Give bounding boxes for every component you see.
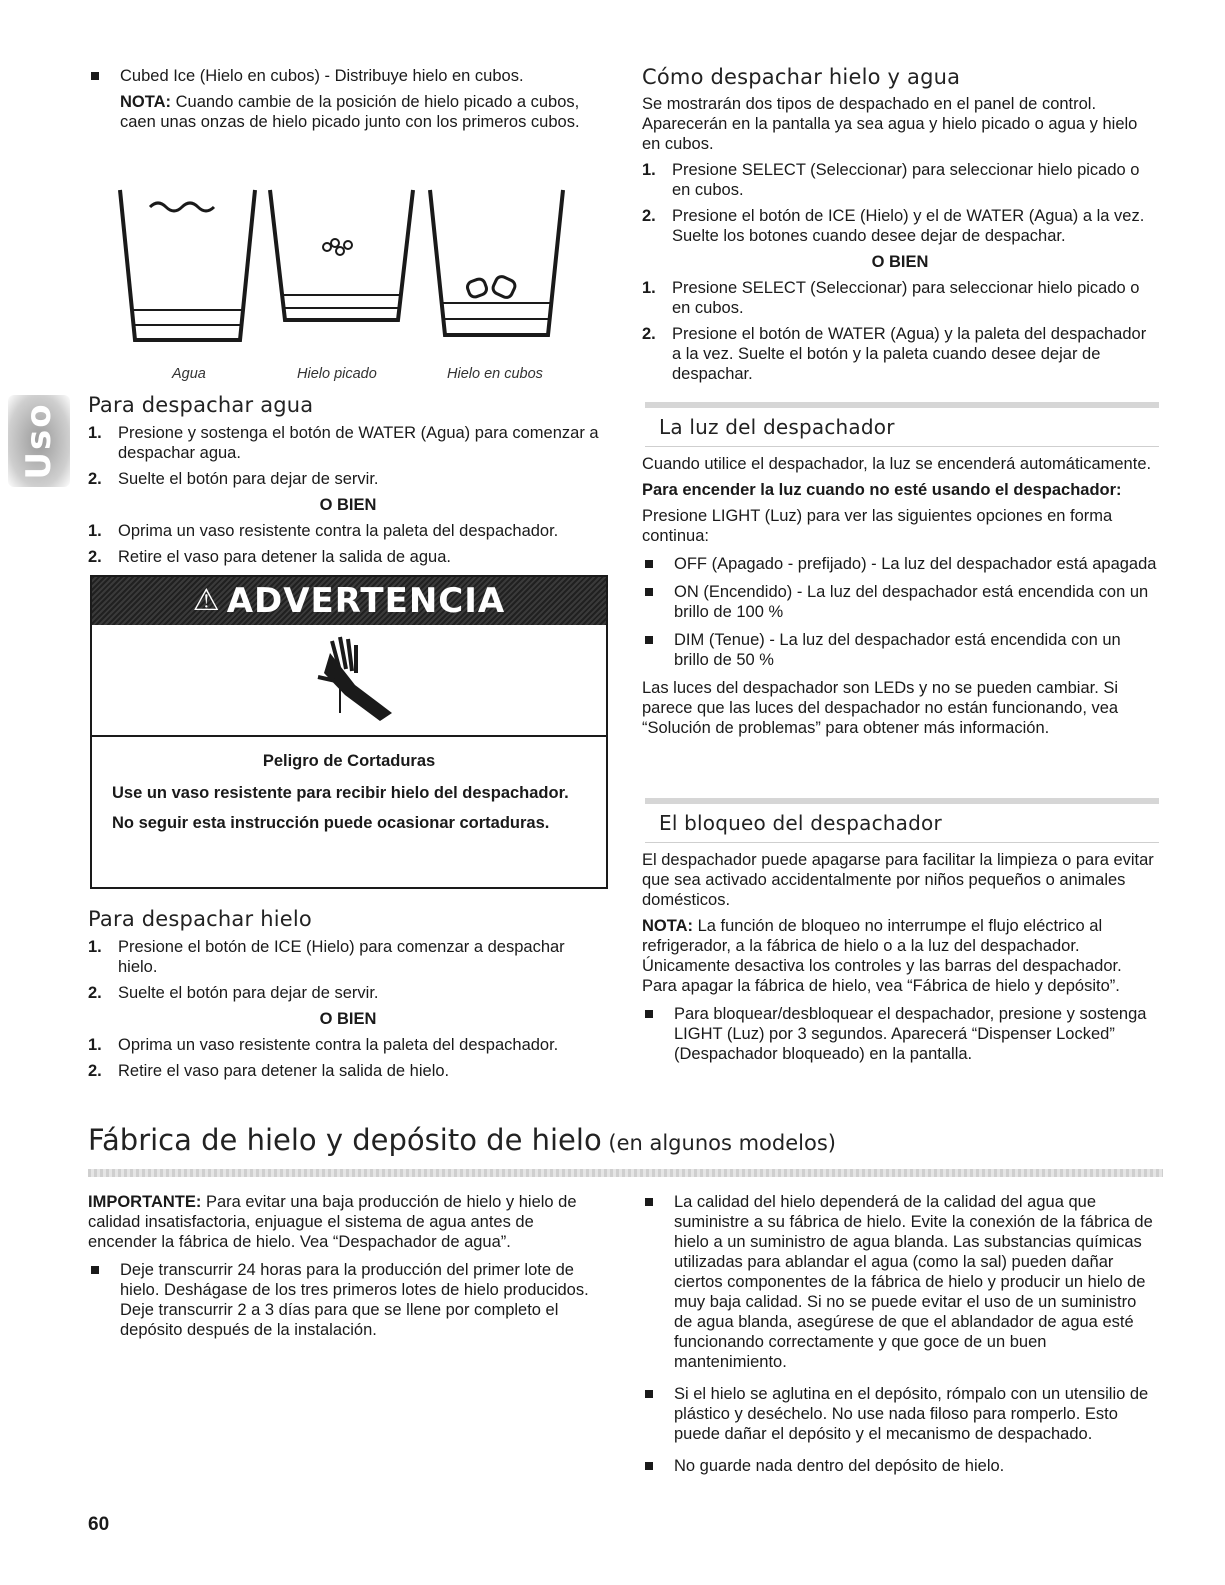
ice-alt-step-2: 2. Retire el vaso para detener la salida de hielo. (88, 1062, 450, 1080)
fabrica-right-bullet-2: Si el hielo se aglutina en el depósito, rómpalo con un utensilio de plástico y deséchelo. No use nada filoso para romperlo. Esto puede dañar el depósito y el mecanismo de despachado. (642, 1384, 1158, 1444)
warning-line-1: Use un vaso resistente para recibir hielo del despachador. (112, 784, 569, 802)
warning-box (90, 575, 608, 889)
side-tab-uso (8, 395, 70, 487)
como-alt-step-2: 2. Presione el botón de WATER (Agua) y la paleta del despachador a la vez. Suelte el botón y la paleta cuando desee dejar de despachar. (642, 325, 1147, 383)
luz-section-title: La luz del despachador (659, 415, 895, 439)
como-step-2: 2. Presione el botón de ICE (Hielo) y el de WATER (Agua) a la vez. Suelte los botones cuando desee dejar de despachar. (642, 207, 1145, 245)
glass-crushed-icon (270, 190, 413, 320)
bloqueo-section-title: El bloqueo del despachador (659, 811, 942, 835)
glass-cubes-icon (430, 190, 563, 335)
warning-banner-text: ADVERTENCIA (226, 581, 506, 621)
ice-alt-step-1: 1. Oprima un vaso resistente contra la paleta del despachador. (88, 1036, 559, 1054)
luz-option-dim: DIM (Tenue) - La luz del despachador está encendida con un brillo de 50 % (642, 630, 1158, 670)
caption-hielo-picado: Hielo picado (297, 366, 377, 382)
como-step-1: 1. Presione SELECT (Seleccionar) para seleccionar hielo picado o en cubos. (642, 161, 1140, 199)
warning-title: Peligro de Cortaduras (262, 752, 436, 770)
cubed-ice-bullet: Cubed Ice (Hielo en cubos) - Distribuye hielo en cubos. (88, 66, 608, 86)
luz-press: Presione LIGHT (Luz) para ver las siguientes opciones en forma continua: (642, 507, 1113, 545)
side-tab-label: Uso (19, 402, 59, 480)
ice-step-2: 2. Suelte el botón para dejar de servir. (88, 984, 379, 1002)
luz-intro: Cuando utilice el despachador, la luz se encenderá automáticamente. (642, 455, 1152, 473)
water-step-1: 1. Presione y sostenga el botón de WATER (Agua) para comenzar a despachar agua. (88, 424, 599, 462)
bloqueo-nota: NOTA: La función de bloqueo no interrumpe el flujo eléctrico al refrigerador, a la fábrica de hielo o a la luz del despachador. Únicamente desactiva los controles y las barras del despachador. Para apagar la fábrica de hielo, vea “Fábrica de hielo y depósito”. (642, 917, 1122, 995)
warning-triangle-icon: ⚠ (192, 583, 221, 618)
como-section-title: Cómo despachar hielo y agua (642, 65, 961, 89)
fabrica-right-bullet-1: La calidad del hielo dependerá de la calidad del agua que suministre a su fábrica de hielo. Evite la conexión de la fábrica de hielo a un suministro de agua blanda. Las substancias químicas utilizadas para ablandar el agua (como la sal) pueden dañar ciertos componentes de la fábrica de hielo y producir un hielo de muy baja calidad. Si no se puede evitar el uso de un suministro de agua blanda, asegúrese de que el ablandador de agua esté funcionando correctamente y que goce de un buen mantenimiento. (642, 1192, 1158, 1372)
ice-section-title: Para despachar hielo (88, 907, 312, 931)
caption-agua: Agua (172, 366, 206, 382)
bloqueo-bullet: Para bloquear/desbloquear el despachador, presione y sostenga LIGHT (Luz) por 3 segundos. Aparecerá “Dispenser Locked” (Despachador bloqueado) en la pantalla. (642, 1004, 1158, 1064)
luz-bold-heading: Para encender la luz cuando no esté usando el despachador: (642, 481, 1122, 499)
glass-water-icon (120, 190, 255, 340)
bloqueo-section-header (645, 798, 1159, 843)
water-step-2: 2. Suelte el botón para dejar de servir. (88, 470, 379, 488)
cut-hand-icon (310, 633, 400, 723)
luz-option-off: OFF (Apagado - prefijado) - La luz del despachador está apagada (642, 554, 1158, 574)
nota-cubes: NOTA: Cuando cambie de la posición de hielo picado a cubos, caen unas onzas de hielo picado junto con los primeros cubos. (120, 93, 580, 131)
bloqueo-intro: El despachador puede apagarse para facilitar la limpieza o para evitar que sea activado accidentalmente por niños pequeños o animales domésticos. (642, 851, 1154, 909)
como-alt-step-1: 1. Presione SELECT (Seleccionar) para seleccionar hielo picado o en cubos. (642, 279, 1140, 317)
page-number: 60 (88, 1514, 110, 1535)
warning-picture-area (92, 625, 606, 737)
como-o-bien: O BIEN (871, 253, 929, 271)
fabrica-section-header (88, 1122, 1163, 1177)
fabrica-left-bullet: Deje transcurrir 24 horas para la producción del primer lote de hielo. Deshágase de los tres primeros lotes de hielo producidos. Deje transcurrir 2 a 3 días para que se llene por completo el depósito después de la instalación. (88, 1260, 603, 1340)
ice-o-bien: O BIEN (319, 1010, 377, 1028)
fabrica-importante: IMPORTANTE: Para evitar una baja producción de hielo y hielo de calidad insatisfactoria, enjuague el sistema de agua antes de encender la fábrica de hielo. Vea “Despachador de agua”. (88, 1193, 577, 1251)
water-alt-step-2: 2. Retire el vaso para detener la salida de agua. (88, 548, 451, 566)
luz-section-header (645, 402, 1159, 447)
warning-line-2: No seguir esta instrucción puede ocasionar cortaduras. (112, 814, 550, 832)
caption-hielo-cubos: Hielo en cubos (447, 366, 543, 382)
luz-option-on: ON (Encendido) - La luz del despachador está encendida con un brillo de 100 % (642, 582, 1158, 622)
warning-banner (92, 577, 606, 625)
fabrica-rule (88, 1169, 1163, 1177)
como-intro: Se mostrarán dos tipos de despachado en el panel de control. Aparecerán en la pantalla ya sea agua y hielo picado o agua y hielo en cubos. (642, 95, 1138, 153)
water-o-bien: O BIEN (319, 496, 377, 514)
water-section-title: Para despachar agua (88, 393, 314, 417)
water-alt-step-1: 1. Oprima un vaso resistente contra la paleta del despachador. (88, 522, 559, 540)
luz-outro: Las luces del despachador son LEDs y no se pueden cambiar. Si parece que las luces del despachador no están funcionando, vea “Solución de problemas” para obtener más información. (642, 679, 1119, 737)
ice-step-1: 1. Presione el botón de ICE (Hielo) para comenzar a despachar hielo. (88, 938, 565, 976)
glasses-illustration (110, 185, 580, 355)
fabrica-right-bullet-3: No guarde nada dentro del depósito de hielo. (642, 1456, 1158, 1476)
fabrica-section-title: Fábrica de hielo y depósito de hielo (en algunos modelos) (88, 1123, 836, 1157)
